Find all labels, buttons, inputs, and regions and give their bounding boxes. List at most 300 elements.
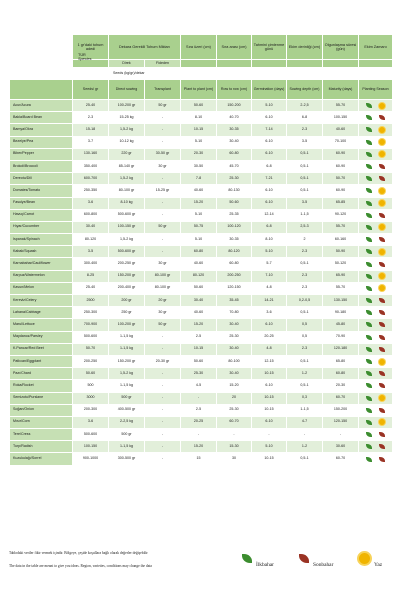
- summer-sun-icon: [379, 359, 385, 365]
- cell-c9: 100-150: [323, 112, 359, 124]
- header-english-row: [10, 80, 393, 100]
- cell-c4: -: [145, 380, 181, 392]
- cell-c5: 7-8: [181, 173, 217, 185]
- cell-c8: 3-5: [287, 197, 323, 209]
- cell-c2: 600-700: [73, 173, 109, 185]
- species-name: Pazı/Chard: [10, 368, 73, 380]
- en-row-to-row: Row to row (cm): [217, 80, 252, 100]
- cell-c8: 2-3: [287, 124, 323, 136]
- cell-c5: 10-15: [181, 343, 217, 355]
- cell-c6: 30-35: [217, 124, 252, 136]
- table-row: [10, 160, 393, 172]
- spring-leaf-icon: [366, 310, 372, 315]
- spring-leaf-icon: [366, 115, 372, 120]
- spring-leaf-icon: [366, 152, 372, 157]
- cell-c9: -: [323, 429, 359, 441]
- cell-c7: 4-8: [252, 282, 287, 294]
- cell-c4: 20 gr: [145, 295, 181, 307]
- species-name: Karpuz/Watermelon: [10, 270, 73, 282]
- cell-c3: 300-500 gr: [109, 453, 145, 465]
- table-row: [10, 416, 393, 428]
- table-row: [10, 221, 393, 233]
- cell-c4: 50 gr: [145, 319, 181, 331]
- cell-c3: 1,5-2 kg: [109, 234, 145, 246]
- cell-c9: 45-80: [323, 319, 359, 331]
- spring-leaf-icon: [366, 103, 372, 108]
- cell-c7: 6-10: [252, 185, 287, 197]
- season-icons: [359, 148, 393, 160]
- cell-c3: 500 gr: [109, 429, 145, 441]
- species-name: Patlıcan/Eggplant: [10, 355, 73, 367]
- season-icons: [359, 270, 393, 282]
- cell-c2: 50-70: [73, 343, 109, 355]
- cell-c8: 0,5: [287, 331, 323, 343]
- cell-c3: 80-100 gr: [109, 185, 145, 197]
- cell-c7: 10-15: [252, 392, 287, 404]
- cell-c4: 80-100 gr: [145, 270, 181, 282]
- spring-leaf-icon: [366, 127, 372, 132]
- cell-c4: -: [145, 441, 181, 453]
- spring-leaf-icon: [366, 225, 372, 230]
- cell-c6: 80-130: [217, 185, 252, 197]
- cell-c7: 6-10: [252, 416, 287, 428]
- species-name: K.Pancar/Red Beet: [10, 343, 73, 355]
- cell-c4: -: [145, 343, 181, 355]
- cell-c4: -: [145, 173, 181, 185]
- cell-c9: 60-90: [323, 160, 359, 172]
- header-row-spacing: Sıra arası (cm): [217, 35, 252, 60]
- cell-c3: 1-1,5 kg: [109, 331, 145, 343]
- legend-spring: [242, 548, 274, 568]
- cell-c7: -: [252, 429, 287, 441]
- cell-c6: 60-70: [217, 416, 252, 428]
- cell-c4: 30 gr: [145, 307, 181, 319]
- spring-leaf-icon: [366, 371, 372, 376]
- spring-leaf-icon: [366, 188, 372, 193]
- cell-c6: 80-100: [217, 355, 252, 367]
- cell-c6: 45-70: [217, 160, 252, 172]
- cell-c2: 130-160: [73, 148, 109, 160]
- cell-c9: 30-60: [323, 441, 359, 453]
- season-icons: [359, 392, 393, 404]
- table-row: [10, 307, 393, 319]
- cell-c3: 150-200 gr: [109, 270, 145, 282]
- cell-c9: 50-120: [323, 258, 359, 270]
- species-name: Mısır/Corn: [10, 416, 73, 428]
- species-name: Bamya/Okra: [10, 124, 73, 136]
- season-icons: [359, 160, 393, 172]
- season-icons: [359, 453, 393, 465]
- cell-c9: 20-30: [323, 380, 359, 392]
- en-seeds-per-gram: Seeds/ gr: [73, 80, 109, 100]
- cell-c5: 15: [181, 453, 217, 465]
- cell-c9: 70-100: [323, 136, 359, 148]
- cell-c6: 15-20: [217, 380, 252, 392]
- season-icons: [359, 185, 393, 197]
- cell-c8: 2-3: [287, 246, 323, 258]
- spring-leaf-icon: [366, 140, 372, 145]
- cell-c5: 5-10: [181, 234, 217, 246]
- cell-c5: 25-30: [181, 368, 217, 380]
- cell-c3: 1-1,5 kg: [109, 343, 145, 355]
- legend-autumn-label: Sonbahar: [313, 562, 334, 568]
- cell-c7: 3-6: [252, 307, 287, 319]
- seed-table: [9, 34, 393, 466]
- table-row: [10, 355, 393, 367]
- legend-autumn: [299, 548, 333, 568]
- table-row: [10, 209, 393, 221]
- table-row: [10, 100, 393, 112]
- table-row: [10, 343, 393, 355]
- spring-leaf-icon: [366, 396, 372, 401]
- autumn-leaf-icon: [379, 347, 385, 352]
- cell-c9: 60-70: [323, 392, 359, 404]
- cell-c8: -: [287, 429, 323, 441]
- species-name: Roka/Rocket: [10, 380, 73, 392]
- season-icons: [359, 355, 393, 367]
- cell-c5: 80-120: [181, 270, 217, 282]
- cell-c8: 1-2: [287, 368, 323, 380]
- cell-c7: 6-10: [252, 112, 287, 124]
- spring-leaf-icon: [366, 444, 372, 449]
- species-name: Ispanak/Spinach: [10, 234, 73, 246]
- cell-c5: 40-60: [181, 185, 217, 197]
- species-name: Havuç/Carrot: [10, 209, 73, 221]
- autumn-leaf-icon: [379, 310, 385, 315]
- cell-c3: 500-600 gr: [109, 209, 145, 221]
- cell-c9: 130-150: [323, 295, 359, 307]
- cell-c6: 30-40: [217, 136, 252, 148]
- cell-c9: 120-180: [323, 343, 359, 355]
- cell-c9: 150-200: [323, 404, 359, 416]
- cell-c2: 3-7: [73, 136, 109, 148]
- spring-leaf-icon: [366, 249, 372, 254]
- cell-c9: 50-70: [323, 173, 359, 185]
- species-name: Kereviz/Celery: [10, 295, 73, 307]
- cell-c4: 30 gr: [145, 160, 181, 172]
- cell-c8: 0,5-1: [287, 380, 323, 392]
- cell-c6: -: [217, 429, 252, 441]
- header-plant-spacing: Sıra üzeri (cm): [181, 35, 217, 60]
- species-name: Semizotu/Purslane: [10, 392, 73, 404]
- cell-c2: 30-40: [73, 221, 109, 233]
- cell-c4: 30 gr: [145, 258, 181, 270]
- season-icons: [359, 307, 393, 319]
- cell-c5: 5-10: [181, 209, 217, 221]
- cell-c5: 20-30: [181, 148, 217, 160]
- cell-c3: 8-10 kg: [109, 197, 145, 209]
- cell-c2: 600-800: [73, 209, 109, 221]
- cell-c8: 0,5-1: [287, 258, 323, 270]
- cell-c9: 65-90: [323, 270, 359, 282]
- cell-c5: 5-10: [181, 136, 217, 148]
- cell-c5: 4-5: [181, 380, 217, 392]
- header-transplant-tr: Fideden: [145, 60, 181, 68]
- cell-c7: 4-8: [252, 343, 287, 355]
- header-seed-amount: Dekara Gereklli Tohum Miktarı: [109, 35, 181, 60]
- cell-c4: -: [145, 416, 181, 428]
- cell-c2: 300-400: [73, 258, 109, 270]
- header-row-tr: [10, 35, 393, 60]
- species-name: Tere/Cress: [10, 429, 73, 441]
- season-icons: [359, 319, 393, 331]
- species-name: Acur/Acura: [10, 100, 73, 112]
- cell-c7: 10-15: [252, 368, 287, 380]
- header-direct: Direk: [109, 60, 145, 68]
- cell-c5: 50-60: [181, 100, 217, 112]
- cell-c8: 0,5-1: [287, 185, 323, 197]
- spring-leaf-icon: [366, 164, 372, 169]
- table-row: [10, 282, 393, 294]
- cell-c5: 50-75: [181, 221, 217, 233]
- cell-c5: 50-60: [181, 355, 217, 367]
- cell-c4: -: [145, 234, 181, 246]
- spring-leaf-icon: [366, 383, 372, 388]
- cell-c8: 0,5-1: [287, 173, 323, 185]
- cell-c3: 400-500 gr: [109, 404, 145, 416]
- summer-sun-icon: [379, 419, 385, 425]
- season-icons: [359, 404, 393, 416]
- table-row: [10, 404, 393, 416]
- cell-c5: 15-20: [181, 441, 217, 453]
- summer-sun-icon: [379, 139, 385, 145]
- cell-c2: 3-6: [73, 416, 109, 428]
- species-name: Bezelye/Pea: [10, 136, 73, 148]
- cell-c9: 90-180: [323, 307, 359, 319]
- cell-c3: 100-200 gr: [109, 100, 145, 112]
- cell-c7: 6-10: [252, 136, 287, 148]
- species-name: Dereotu/Dill: [10, 173, 73, 185]
- cell-c3: 200-250 gr: [109, 258, 145, 270]
- spring-leaf-icon: [366, 359, 372, 364]
- cell-c2: 3000: [73, 392, 109, 404]
- cell-c6: 30-40: [217, 319, 252, 331]
- summer-sun-icon: [379, 188, 385, 194]
- cell-c9: 120-150: [323, 416, 359, 428]
- cell-c2: 3-6: [73, 197, 109, 209]
- spring-leaf-icon: [366, 201, 372, 206]
- table-row: [10, 148, 393, 160]
- cell-c7: 7-21: [252, 173, 287, 185]
- cell-c4: -: [145, 197, 181, 209]
- cell-c5: 8-10: [181, 112, 217, 124]
- cell-c7: 5-10: [252, 246, 287, 258]
- cell-c7: 6-10: [252, 148, 287, 160]
- cell-c9: 60-160: [323, 234, 359, 246]
- species-name: Brokoli/Broccoli: [10, 160, 73, 172]
- cell-c7: 8-10: [252, 234, 287, 246]
- cell-c7: 7-14: [252, 124, 287, 136]
- cell-c2: 350-400: [73, 160, 109, 172]
- cell-c8: 0,3: [287, 392, 323, 404]
- cell-c8: 0,5-1: [287, 307, 323, 319]
- autumn-leaf-icon: [379, 457, 385, 462]
- table-row: [10, 380, 393, 392]
- cell-c4: 15-25 gr: [145, 185, 181, 197]
- species-name: Biber/Pepper: [10, 148, 73, 160]
- spring-leaf-icon: [366, 298, 372, 303]
- season-icons: [359, 234, 393, 246]
- cell-c8: 0,5: [287, 319, 323, 331]
- cell-c5: 50-60: [181, 282, 217, 294]
- species-name: Marul/Lettuce: [10, 319, 73, 331]
- cell-c9: 60-90: [323, 148, 359, 160]
- cell-c9: 55-70: [323, 221, 359, 233]
- cell-c4: 50 gr: [145, 221, 181, 233]
- species-name: Maydanoz/Parsley: [10, 331, 73, 343]
- season-icons: [359, 368, 393, 380]
- cell-c8: 2: [287, 234, 323, 246]
- cell-c2: 3-5: [73, 246, 109, 258]
- legend-summer-label: Yaz: [374, 562, 383, 568]
- species-name: Lahana/Cabbage: [10, 307, 73, 319]
- season-icons: [359, 258, 393, 270]
- cell-c9: 70-90: [323, 331, 359, 343]
- cell-c6: 60-80: [217, 148, 252, 160]
- cell-c5: 2-5: [181, 331, 217, 343]
- cell-c5: 40-60: [181, 258, 217, 270]
- cell-c6: 200-250: [217, 270, 252, 282]
- cell-c3: 150-200 gr: [109, 355, 145, 367]
- cell-c3: 100-200 gr: [109, 319, 145, 331]
- cell-c3: 1-1,5 kg: [109, 441, 145, 453]
- cell-c6: 40-70: [217, 112, 252, 124]
- species-name: Kabak/Squash: [10, 246, 73, 258]
- cell-c9: 40-60: [323, 124, 359, 136]
- cell-c8: 2-2,5: [287, 100, 323, 112]
- cell-c5: 10-15: [181, 124, 217, 136]
- cell-c9: 50-90: [323, 246, 359, 258]
- cell-c3: 200-400 gr: [109, 282, 145, 294]
- cell-c6: 120-150: [217, 282, 252, 294]
- table-row: [10, 124, 393, 136]
- cell-c7: 5-10: [252, 100, 287, 112]
- cell-c8: 0,5-1: [287, 453, 323, 465]
- cell-c8: 2,5-3: [287, 221, 323, 233]
- cell-c6: 60-80: [217, 258, 252, 270]
- cell-c5: 30-40: [181, 295, 217, 307]
- footer-note-en: The data in the table are meant to give you ideas. Region, varieties, conditions may change the data: [9, 564, 152, 568]
- cell-c2: 900-1000: [73, 453, 109, 465]
- cell-c7: 5-10: [252, 441, 287, 453]
- table-row: [10, 453, 393, 465]
- autumn-leaf-icon: [379, 444, 385, 449]
- cell-c6: 25-30: [217, 404, 252, 416]
- cell-c9: 65-85: [323, 197, 359, 209]
- autumn-leaf-icon: [299, 554, 309, 563]
- cell-c4: -: [145, 124, 181, 136]
- season-icons: [359, 136, 393, 148]
- cell-c9: 60-80: [323, 368, 359, 380]
- cell-c8: 6-8: [287, 112, 323, 124]
- summer-sun-icon: [379, 273, 385, 279]
- cell-c5: 20-25: [181, 416, 217, 428]
- table-row: [10, 441, 393, 453]
- table-row: [10, 270, 393, 282]
- legend-summer: [359, 548, 382, 568]
- cell-c4: -: [145, 246, 181, 258]
- cell-c4: -: [145, 453, 181, 465]
- cell-c3: 1-1,5 kg: [109, 380, 145, 392]
- season-icons: [359, 416, 393, 428]
- spring-leaf-icon: [366, 420, 372, 425]
- cell-c8: 0,5-1: [287, 355, 323, 367]
- cell-c3: 1,5-2 kg: [109, 124, 145, 136]
- table-row: [10, 197, 393, 209]
- season-icons: [359, 282, 393, 294]
- cell-c8: 3-5: [287, 136, 323, 148]
- table-row: [10, 258, 393, 270]
- cell-c5: -: [181, 392, 217, 404]
- season-icons: [359, 197, 393, 209]
- species-name: Fasulye/Bean: [10, 197, 73, 209]
- header-maturity: Olgunlaşma süresi (gün): [323, 35, 359, 60]
- table-row: [10, 185, 393, 197]
- season-icons: [359, 380, 393, 392]
- cell-c4: -: [145, 404, 181, 416]
- cell-c8: 2-3: [287, 282, 323, 294]
- cell-c6: 100-120: [217, 221, 252, 233]
- cell-c6: 30-40: [217, 368, 252, 380]
- cell-c7: 12-14: [252, 209, 287, 221]
- cell-c9: 65-80: [323, 355, 359, 367]
- autumn-leaf-icon: [379, 383, 385, 388]
- cell-c2: 200-300: [73, 404, 109, 416]
- autumn-leaf-icon: [379, 322, 385, 327]
- season-icons: [359, 173, 393, 185]
- cell-c4: 20-30 gr: [145, 355, 181, 367]
- cell-c6: 25-30: [217, 173, 252, 185]
- cell-c9: 90-120: [323, 209, 359, 221]
- table-row: [10, 136, 393, 148]
- spring-leaf-icon: [366, 237, 372, 242]
- cell-c4: -: [145, 331, 181, 343]
- cell-c2: 80-120: [73, 234, 109, 246]
- cell-c4: 30-50 gr: [145, 148, 181, 160]
- cell-c6: 150-200: [217, 100, 252, 112]
- en-direct-sowing: Direct sowing: [109, 80, 145, 100]
- cell-c3: 200 gr: [109, 295, 145, 307]
- spring-leaf-icon: [366, 457, 372, 462]
- cell-c6: 25-30: [217, 331, 252, 343]
- cell-c3: 2-2,5 kg: [109, 416, 145, 428]
- en-sowing-depth: Sowing depth (cm): [287, 80, 323, 100]
- cell-c8: 4-7: [287, 416, 323, 428]
- cell-c6: 80-120: [217, 246, 252, 258]
- cell-c2: 15-18: [73, 124, 109, 136]
- spring-leaf-icon: [366, 347, 372, 352]
- en-transplant: Transplant: [145, 80, 181, 100]
- cell-c8: 0,5-1: [287, 148, 323, 160]
- autumn-leaf-icon: [379, 408, 385, 413]
- autumn-leaf-icon: [379, 115, 385, 120]
- season-icons: [359, 331, 393, 343]
- cell-c3: 500 gr: [109, 392, 145, 404]
- cell-c7: 7-10: [252, 270, 287, 282]
- header-planting-season: Ekim Zamanı: [359, 35, 393, 60]
- species-name: Kavun/Melon: [10, 282, 73, 294]
- autumn-leaf-icon: [379, 164, 385, 169]
- spring-leaf-icon: [366, 176, 372, 181]
- autumn-leaf-icon: [379, 262, 385, 267]
- autumn-leaf-icon: [379, 432, 385, 437]
- header-germination: Tahmini çimlenme günü: [252, 35, 287, 60]
- table-row: [10, 234, 393, 246]
- cell-c4: -: [145, 209, 181, 221]
- cell-c2: 100-150: [73, 441, 109, 453]
- season-icons: [359, 246, 393, 258]
- summer-sun-icon: [379, 249, 385, 255]
